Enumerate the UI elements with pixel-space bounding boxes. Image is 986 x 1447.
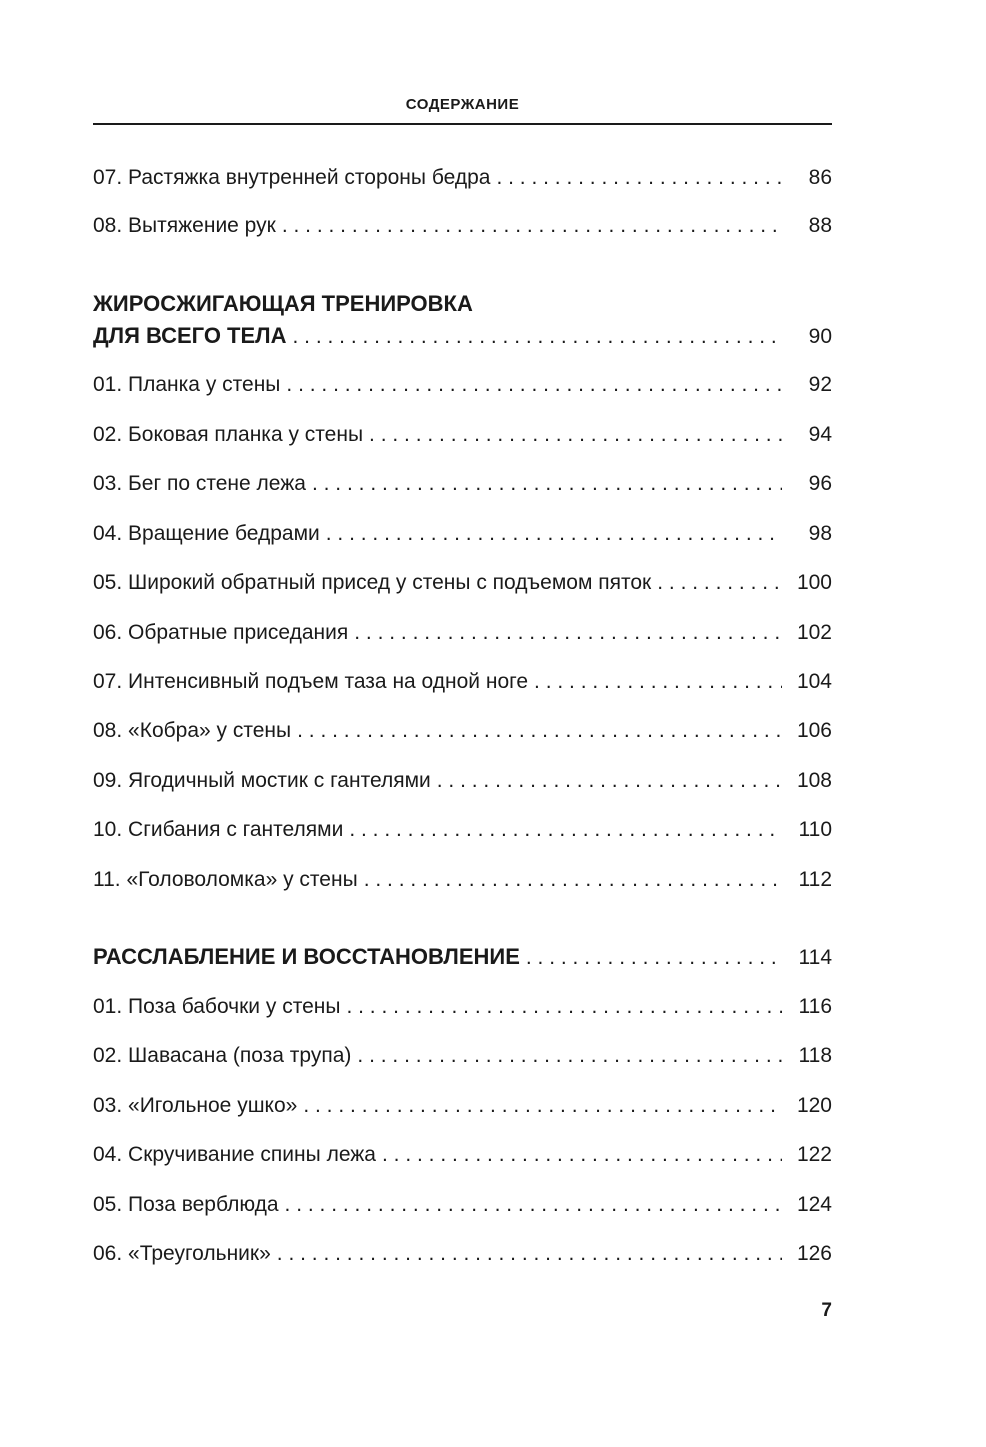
toc-entry[interactable] bbox=[93, 371, 832, 399]
toc-entry-label: 05. Поза верблюда bbox=[93, 1193, 279, 1216]
dot-leader bbox=[382, 1141, 782, 1169]
toc-entry-label: 10. Сгибания с гантелями bbox=[93, 818, 344, 841]
toc-entry-label: 04. Вращение бедрами bbox=[93, 522, 320, 545]
toc-entry[interactable] bbox=[93, 212, 832, 240]
toc-entry-label: 09. Ягодичный мостик с гантелями bbox=[93, 769, 431, 792]
toc-entry-page: 86 bbox=[808, 166, 832, 189]
dot-leader bbox=[349, 816, 782, 844]
toc-entry-page: 118 bbox=[798, 1044, 832, 1067]
toc-entry-page: 116 bbox=[798, 995, 832, 1018]
toc-entry[interactable] bbox=[93, 993, 832, 1021]
toc-entry[interactable] bbox=[93, 668, 832, 696]
toc-entry-label: 05. Широкий обратный присед у стены с подъемом пяток bbox=[93, 571, 652, 594]
table-of-contents bbox=[93, 0, 832, 1300]
dot-leader bbox=[303, 1092, 782, 1120]
section-page: 114 bbox=[798, 946, 832, 969]
dot-leader bbox=[364, 866, 782, 894]
toc-entry-page: 110 bbox=[798, 818, 832, 841]
toc-entry[interactable] bbox=[93, 520, 832, 548]
toc-entry-label: 03. «Игольное ушко» bbox=[93, 1094, 298, 1117]
toc-entry[interactable] bbox=[93, 164, 832, 192]
dot-leader bbox=[286, 371, 782, 399]
toc-entry-label: 02. Шавасана (поза трупа) bbox=[93, 1044, 352, 1067]
section-title-line2: ДЛЯ ВСЕГО ТЕЛА bbox=[93, 323, 287, 348]
dot-leader bbox=[534, 668, 782, 696]
toc-entry[interactable] bbox=[93, 1240, 832, 1268]
toc-entry[interactable] bbox=[93, 619, 832, 647]
toc-entry[interactable] bbox=[93, 717, 832, 745]
toc-entry-label: 11. «Головоломка» у стены bbox=[93, 868, 358, 891]
toc-entry[interactable] bbox=[93, 421, 832, 449]
dot-leader bbox=[326, 520, 782, 548]
toc-entry-label: 01. Поза бабочки у стены bbox=[93, 995, 341, 1018]
toc-entry[interactable] bbox=[93, 1042, 832, 1070]
toc-entry[interactable] bbox=[93, 1191, 832, 1219]
toc-entry-page: 122 bbox=[796, 1143, 832, 1166]
dot-leader bbox=[526, 944, 782, 972]
dot-leader bbox=[357, 1042, 782, 1070]
toc-entry-label: 06. Обратные приседания bbox=[93, 621, 349, 644]
toc-entry-page: 96 bbox=[808, 472, 832, 495]
dot-leader bbox=[346, 993, 782, 1021]
dot-leader bbox=[297, 717, 782, 745]
section-title: РАССЛАБЛЕНИЕ И ВОССТАНОВЛЕНИЕ bbox=[93, 944, 520, 969]
toc-entry-page: 124 bbox=[796, 1193, 832, 1216]
page-number: 7 bbox=[821, 1300, 832, 1321]
toc-entry-label: 02. Боковая планка у стены bbox=[93, 423, 364, 446]
toc-entry-page: 104 bbox=[796, 670, 832, 693]
dot-leader bbox=[369, 421, 782, 449]
section-title-line1: ЖИРОСЖИГАЮЩАЯ ТРЕНИРОВКА bbox=[93, 291, 473, 316]
dot-leader bbox=[277, 1240, 782, 1268]
toc-entry-label: 06. «Треугольник» bbox=[93, 1242, 271, 1265]
toc-entry[interactable] bbox=[93, 1092, 832, 1120]
toc-entry-label: 04. Скручивание спины лежа bbox=[93, 1143, 376, 1166]
dot-leader bbox=[354, 619, 782, 647]
toc-entry-label: 08. «Кобра» у стены bbox=[93, 719, 292, 742]
toc-entry[interactable] bbox=[93, 470, 832, 498]
toc-entry-label: 07. Растяжка внутренней стороны бедра bbox=[93, 166, 491, 189]
dot-leader bbox=[312, 470, 782, 498]
dot-leader bbox=[285, 1191, 782, 1219]
toc-entry-page: 98 bbox=[808, 522, 832, 545]
dot-leader bbox=[657, 569, 782, 597]
toc-entry-page: 106 bbox=[796, 719, 832, 742]
toc-entry-page: 126 bbox=[796, 1242, 832, 1265]
toc-entry-page: 120 bbox=[796, 1094, 832, 1117]
dot-leader bbox=[437, 767, 782, 795]
toc-entry-label: 07. Интенсивный подъем таза на одной ноге bbox=[93, 670, 529, 693]
dot-leader bbox=[282, 212, 782, 240]
dot-leader bbox=[293, 323, 783, 351]
toc-entry[interactable] bbox=[93, 569, 832, 597]
toc-entry[interactable] bbox=[93, 767, 832, 795]
toc-entry-page: 92 bbox=[808, 373, 832, 396]
toc-entry-page: 94 bbox=[808, 423, 832, 446]
toc-entry-label: 08. Вытяжение рук bbox=[93, 214, 276, 237]
toc-entry[interactable] bbox=[93, 1141, 832, 1169]
toc-entry[interactable] bbox=[93, 866, 832, 894]
toc-entry[interactable] bbox=[93, 816, 832, 844]
dot-leader bbox=[496, 164, 782, 192]
toc-entry-page: 102 bbox=[796, 621, 832, 644]
toc-entry-page: 100 bbox=[796, 571, 832, 594]
running-head-title: СОДЕРЖАНИЕ bbox=[405, 96, 520, 113]
toc-section-entry[interactable] bbox=[93, 322, 832, 351]
toc-entry-page: 88 bbox=[808, 214, 832, 237]
toc-entry-page: 112 bbox=[798, 868, 832, 891]
toc-entry-label: 03. Бег по стене лежа bbox=[93, 472, 306, 495]
toc-section-entry[interactable] bbox=[93, 943, 832, 972]
toc-entry-label: 01. Планка у стены bbox=[93, 373, 281, 396]
section-page: 90 bbox=[808, 325, 832, 348]
toc-entry-page: 108 bbox=[796, 769, 832, 792]
